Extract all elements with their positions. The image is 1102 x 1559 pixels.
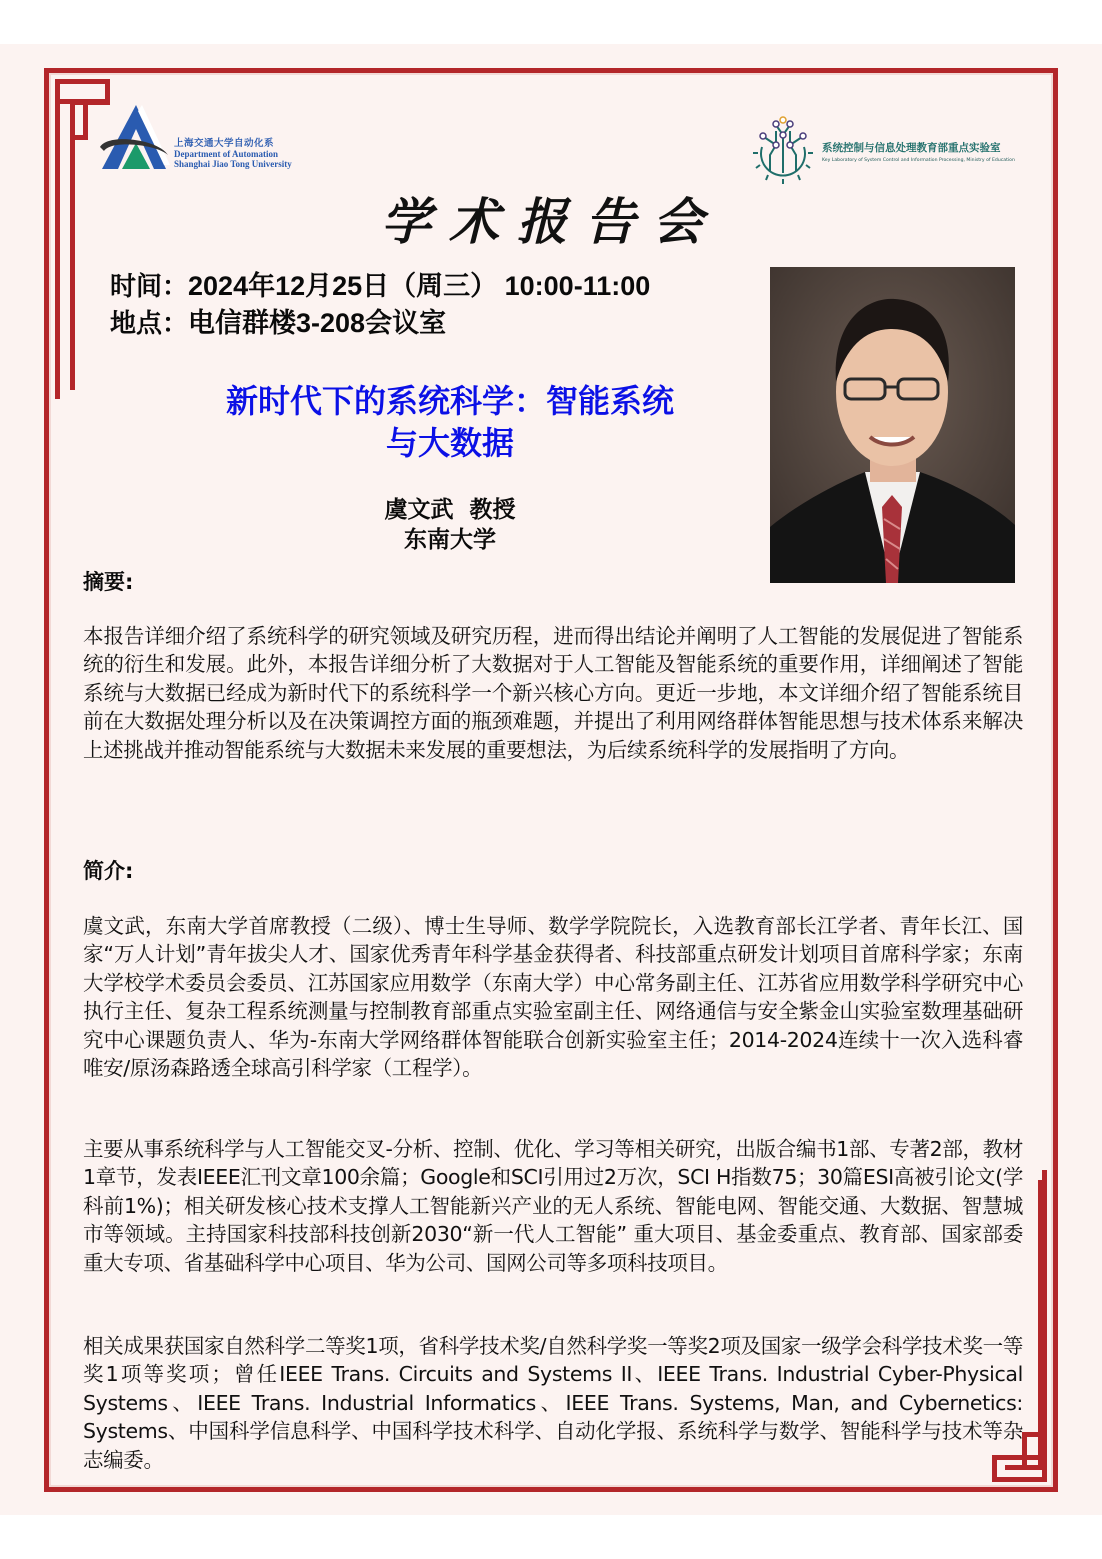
bio-paragraph-3: 相关成果获国家自然科学二等奖1项，省科学技术奖/自然科学奖一等奖2项及国家一级学会科学技术奖一等奖1项等奖项；曾任IEEE Trans. Circuits and Systems II、IEEE Trans. Industrial Cyber-Physical Systems、IEEE Trans. Industrial Informatics、IEEE Trans. Systems, Man, and Cybernetics: Systems、中国科学信息科学、中国科学技术科学、自动化学报、系统科学与数学、智能科学与技术等杂志编委。 bbox=[83, 1334, 1023, 1472]
talk-title: 新时代下的系统科学：智能系统 与大数据 bbox=[225, 382, 674, 462]
abstract-text: 本报告详细介绍了系统科学的研究领域及研究历程，进而得出结论并阐明了人工智能的发展促进了智能系统的衍生和发展。此外，本报告详细分析了大数据对于人工智能及智能系统的重要作用，详细阐述了智能系统与大数据已经成为新时代下的系统科学一个新兴核心方向。更近一步地，本文详细介绍了智能系统目前在大数据处理分析以及在决策调控方面的瓶颈难题，并提出了利用网络群体智能思想与技术体系来解决上述挑战并推动智能系统与大数据未来发展的重要想法，为后续系统科学的发展指明了方向。 bbox=[83, 624, 1023, 762]
sjtu-automation-logo: 上海交通大学自动化系 Department of Automation Shanghai Jiao Tong University bbox=[98, 103, 338, 173]
event-info bbox=[110, 268, 650, 342]
key-lab-logo: 系统控制与信息处理教育部重点实验室 Key Laboratory of System Control and Information Processing, Ministry of Education bbox=[748, 115, 1048, 185]
fretwork-corner-top-left bbox=[70, 100, 88, 140]
speaker-info bbox=[250, 495, 650, 555]
bio-paragraph-1: 虞文武，东南大学首席教授（二级）、博士生导师、数学学院院长，入选教育部长江学者、青年长江、国家“万人计划”青年拔尖人才、国家优秀青年科学基金获得者、科技部重点研发计划项目首席科学家；东南大学校学术委员会委员、江苏国家应用数学（东南大学）中心常务副主任、江苏省应用数学科学研究中心执行主任、复杂工程系统测量与控制教育部重点实验室副主任、网络通信与安全紫金山实验室数理基础研究中心课题负责人、华为-东南大学网络群体智能联合创新实验室主任；2014-2024连续十一次入选科睿唯安/原汤森路透全球高引科学家（工程学）。 bbox=[83, 914, 1023, 1081]
gear-circuit-logo-icon bbox=[748, 115, 818, 185]
speaker-affiliation: 东南大学 bbox=[404, 527, 496, 553]
abstract-heading: 摘要: bbox=[83, 570, 134, 594]
poster-heading: 学术报告会 bbox=[381, 192, 721, 251]
sjtu-automation-logo-icon bbox=[98, 103, 174, 173]
bio-paragraph-2: 主要从事系统科学与人工智能交叉-分析、控制、优化、学习等相关研究，出版合编书1部、专著2部，教材1章节，发表IEEE汇刊文章100余篇；Google和SCI引用过2万次，SCI H指数75；30篇ESI高被引论文(学科前1%)；相关研发核心技术支撑人工智能新兴产业的无人系统、智能电网、智能交通、大数据、智慧城市等领域。主持国家科技部科技创新2030“新一代人工智能” 重大项目、基金委重点、教育部、国家部委重大专项、省基础科学中心项目、华为公司、国网公司等多项科技项目。 bbox=[83, 1137, 1023, 1275]
bio-heading: 简介: bbox=[83, 859, 134, 883]
speaker-name: 虞文武 教授 bbox=[384, 497, 516, 523]
event-time: 时间：2024年12月25日（周三） 10:00-11:00 bbox=[110, 271, 651, 302]
fretwork-corner-bottom-right bbox=[1022, 1432, 1042, 1470]
event-location: 地点：电信群楼3-208会议室 bbox=[110, 308, 447, 339]
speaker-portrait bbox=[770, 267, 1015, 583]
